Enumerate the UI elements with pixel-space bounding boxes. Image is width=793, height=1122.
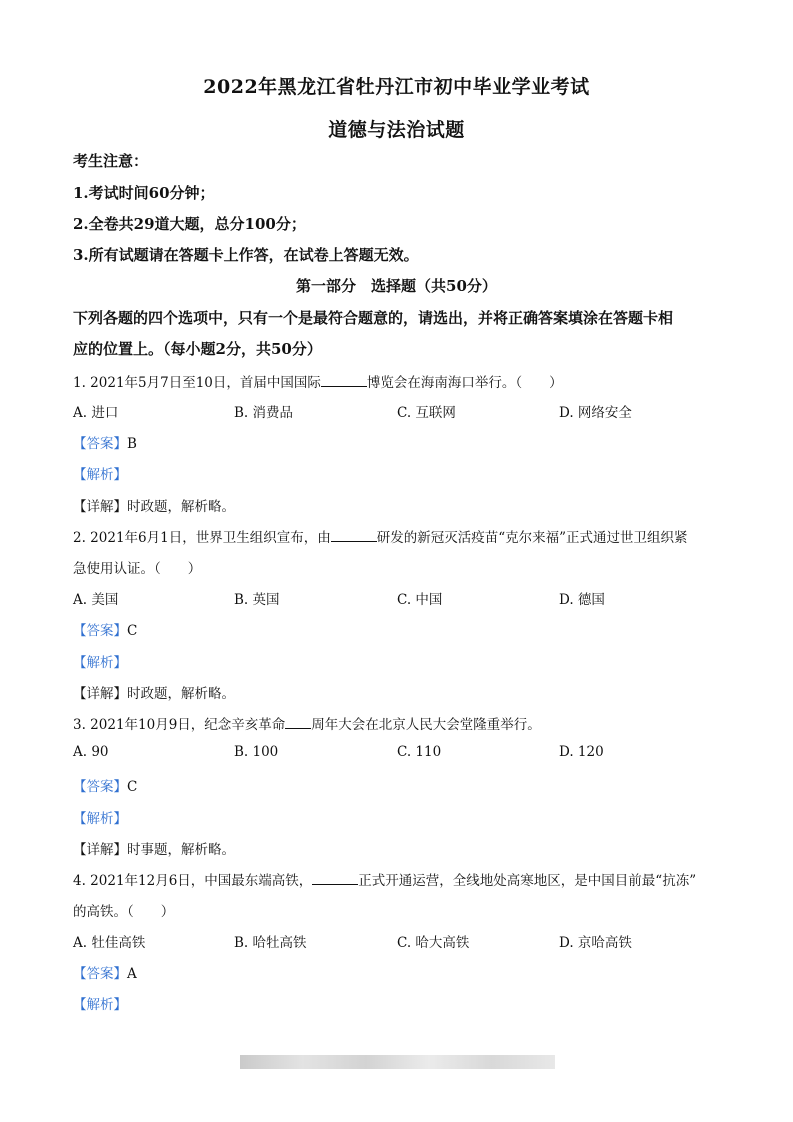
option-b: B. 哈牡高铁 [234,935,307,951]
option-d: D. 京哈高铁 [559,935,632,951]
option-a: A. 90 [73,744,109,760]
answer-line [73,432,137,452]
option-c: C. 互联网 [397,405,456,421]
option-b: B. 英国 [234,592,280,608]
option-b: B. 消费品 [234,405,294,421]
analysis-label: 【解析】 [73,467,127,483]
question-stem-cont: 急使用认证。（ ） [73,561,202,577]
question-stem-cont: 的高铁。（ ） [73,904,175,920]
question-stem: 1. 2021年5月7日至10日，首届中国国际 博览会在海南海口举行。（ ） [73,375,563,391]
option-a: A. 美国 [73,592,119,608]
option-d: D. 德国 [559,592,605,608]
answer-blank [321,385,367,387]
question-stem: 2. 2021年6月1日，世界卫生组织宣布，由 研发的新冠灭活疫苗“克尔来福”正式通过世卫组织紧 [73,530,688,546]
answer-line [73,775,137,795]
notice-item: 1.考试时间60分钟； [73,184,215,202]
option-a: A. 牡佳高铁 [73,935,146,951]
answer-blank [285,727,311,729]
notice-heading: 考生注意： [73,152,149,170]
analysis-label: 【解析】 [73,655,127,671]
blurred-watermark [240,1055,555,1069]
detail-line: 【详解】时政题，解析略。 [73,686,235,702]
option-d: D. 网络安全 [559,405,632,421]
answer-line [73,962,137,982]
answer-line [73,619,137,639]
answer-label: 【答案】 [73,436,127,452]
answer-value: A [127,966,137,982]
answer-value: C [127,623,138,639]
option-c: C. 哈大高铁 [397,935,470,951]
answer-label: 【答案】 [73,779,127,795]
option-d: D. 120 [559,744,604,760]
analysis-label: 【解析】 [73,811,127,827]
exam-title: 2022年黑龙江省牡丹江市初中毕业学业考试 [203,76,590,98]
section-instruction: 应的位置上。（每小题2分，共50分） [73,340,322,358]
exam-subtitle: 道德与法治试题 [328,119,465,141]
notice-item: 3.所有试题请在答题卡上作答，在试卷上答题无效。 [73,246,419,264]
option-c: C. 110 [397,744,442,760]
option-a: A. 进口 [73,405,119,421]
section-title: 第一部分 选择题（共50分） [296,277,497,295]
answer-value: C [127,779,138,795]
answer-label: 【答案】 [73,966,127,982]
notice-item: 2.全卷共29道大题，总分100分； [73,215,306,233]
answer-label: 【答案】 [73,623,127,639]
section-instruction: 下列各题的四个选项中，只有一个是最符合题意的，请选出，并将正确答案填涂在答题卡相 [73,309,674,327]
analysis-label: 【解析】 [73,997,127,1013]
question-stem: 4. 2021年12月6日，中国最东端高铁， 正式开通运营，全线地处高寒地区，是中国目前最“抗冻” [73,873,697,889]
answer-value: B [127,436,137,452]
answer-blank [312,883,358,885]
detail-line: 【详解】时事题，解析略。 [73,842,235,858]
option-b: B. 100 [234,744,279,760]
question-stem: 3. 2021年10月9日，纪念辛亥革命 周年大会在北京人民大会堂隆重举行。 [73,717,541,733]
option-c: C. 中国 [397,592,443,608]
detail-line: 【详解】时政题，解析略。 [73,499,235,515]
answer-blank [331,540,377,542]
